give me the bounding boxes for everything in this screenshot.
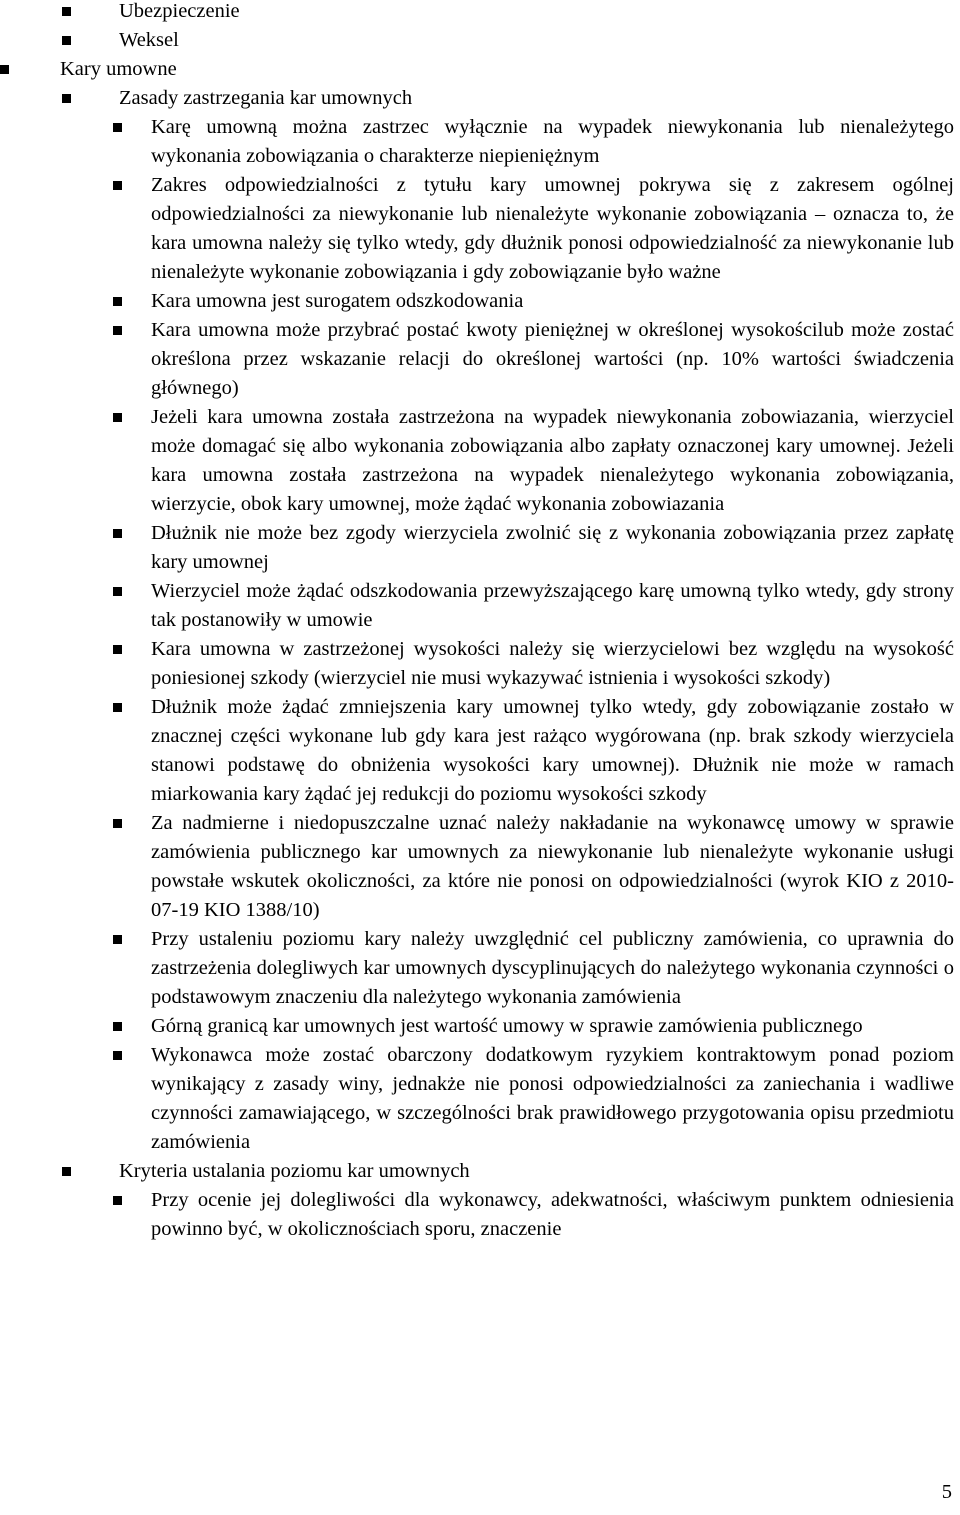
square-bullet-icon <box>113 529 122 538</box>
list-item <box>0 26 960 55</box>
list-item-text: Wykonawca może zostać obarczony dodatkowym ryzykiem kontraktowym ponad poziom wynikający z zasady winy, jednakże nie ponosi odpowiedzialności za zaniechania i wadliwe czynności zamawiającego, w szczególności brak prawidłowego przygotowania opisu przedmiotu zamówienia <box>151 1044 954 1153</box>
list-item <box>0 84 960 113</box>
list-item <box>0 925 960 1012</box>
square-bullet-icon <box>113 935 122 944</box>
section-heading-text: Kary umowne <box>60 58 177 80</box>
list-item <box>0 316 960 403</box>
list-item-text: Zakres odpowiedzialności z tytułu kary umownej pokrywa się z zakresem ogólnej odpowiedzialności za niewykonanie lub nienależyte wykonanie zobowiązania – oznacza to, że kara umowna należy się tylko wtedy, gdy dłużnik ponosi odpowiedzialność za niewykonanie lub nienależyte wykonanie zobowiązania i gdy zobowiązanie było ważne <box>151 174 954 283</box>
list-item <box>0 577 960 635</box>
square-bullet-icon <box>62 1167 71 1176</box>
list-item <box>0 0 960 26</box>
list-item-text: Ubezpieczenie <box>119 0 240 22</box>
list-item-text: Kara umowna może przybrać postać kwoty pieniężnej w określonej wysokościlub może zostać określona przez wskazanie relacji do określonej wartości (np. 10% wartości świadczenia głównego) <box>151 319 954 399</box>
list-item-text: Przy ocenie jej dolegliwości dla wykonawcy, adekwatności, właściwym punktem odniesienia powinno być, w okolicznościach sporu, znaczenie <box>151 1189 954 1240</box>
list-item-text: Wierzyciel może żądać odszkodowania przewyższającego karę umowną tylko wtedy, gdy strony tak postanowiły w umowie <box>151 580 954 631</box>
square-bullet-icon <box>62 7 71 16</box>
square-bullet-icon <box>113 181 122 190</box>
subsection-heading-text: Zasady zastrzegania kar umownych <box>119 87 413 109</box>
list-item-text: Za nadmierne i niedopuszczalne uznać należy nakładanie na wykonawcę umowy w sprawie zamówienia publicznego kar umownych za niewykonanie lub nienależyte wykonanie usługi powstałe wskutek okoliczności, za które nie ponosi on odpowiedzialności (wyrok KIO z 2010-07-19 KIO 1388/10) <box>151 812 954 921</box>
square-bullet-icon <box>62 36 71 45</box>
list-item <box>0 1041 960 1157</box>
page-number: 5 <box>941 1481 952 1503</box>
list-item <box>0 1186 960 1244</box>
square-bullet-icon <box>113 587 122 596</box>
square-bullet-icon <box>113 703 122 712</box>
list-item-text: Karę umowną można zastrzec wyłącznie na wypadek niewykonania lub nienależytego wykonania zobowiązania o charakterze niepieniężnym <box>151 116 954 167</box>
list-item <box>0 1157 960 1186</box>
list-item-text: Kara umowna w zastrzeżonej wysokości należy się wierzycielowi bez względu na wysokość poniesionej szkody (wierzyciel nie musi wykazywać istnienia i wysokości szkody) <box>151 638 954 689</box>
list-item <box>0 1012 960 1041</box>
square-bullet-icon <box>113 1196 122 1205</box>
square-bullet-icon <box>113 1051 122 1060</box>
list-item-text: Przy ustaleniu poziomu kary należy uwzględnić cel publiczny zamówienia, co uprawnia do zastrzeżenia dolegliwych kar umownych dyscyplinujących do należytego wykonania czynności o podstawowym znaczeniu dla należytego wykonania zamówienia <box>151 928 954 1008</box>
list-item-text: Dłużnik może żądać zmniejszenia kary umownej tylko wtedy, gdy zobowiązanie zostało w znacznej części wykonane lub gdy kara jest rażąco wygórowana (np. brak szkody wierzyciela stanowi podstawę do obniżenia wysokości kary umownej). Dłużnik nie może w ramach miarkowania kary żądać jej redukcji do poziomu wysokości szkody <box>151 696 954 805</box>
square-bullet-icon <box>113 297 122 306</box>
subsection-heading-text: Kryteria ustalania poziomu kar umownych <box>119 1160 470 1182</box>
list-item <box>0 519 960 577</box>
square-bullet-icon <box>113 1022 122 1031</box>
square-bullet-icon <box>62 94 71 103</box>
section-heading-item <box>0 55 960 84</box>
list-item <box>0 809 960 925</box>
list-item-text: Weksel <box>119 29 179 51</box>
list-item <box>0 693 960 809</box>
square-bullet-icon <box>113 645 122 654</box>
list-item <box>0 113 960 171</box>
square-bullet-icon <box>113 123 122 132</box>
square-bullet-icon <box>0 65 9 74</box>
square-bullet-icon <box>113 326 122 335</box>
list-item <box>0 171 960 287</box>
list-item-text: Kara umowna jest surogatem odszkodowania <box>151 290 524 312</box>
list-item <box>0 635 960 693</box>
square-bullet-icon <box>113 413 122 422</box>
list-item <box>0 403 960 519</box>
list-item-text: Dłużnik nie może bez zgody wierzyciela zwolnić się z wykonania zobowiązania przez zapłatę kary umownej <box>151 522 954 573</box>
square-bullet-icon <box>113 819 122 828</box>
list-item-text: Jeżeli kara umowna została zastrzeżona na wypadek niewykonania zobowiazania, wierzyciel może domagać się albo wykonania zobowiązania albo zapłaty oznaczonej kary umownej. Jeżeli kara umowna została zastrzeżona na wypadek nienależytego wykonania zobowiązania, wierzycie, obok kary umownej, może żądać wykonania zobowiazania <box>151 406 954 515</box>
list-item <box>0 287 960 316</box>
list-item-text: Górną granicą kar umownych jest wartość umowy w sprawie zamówienia publicznego <box>151 1015 863 1037</box>
